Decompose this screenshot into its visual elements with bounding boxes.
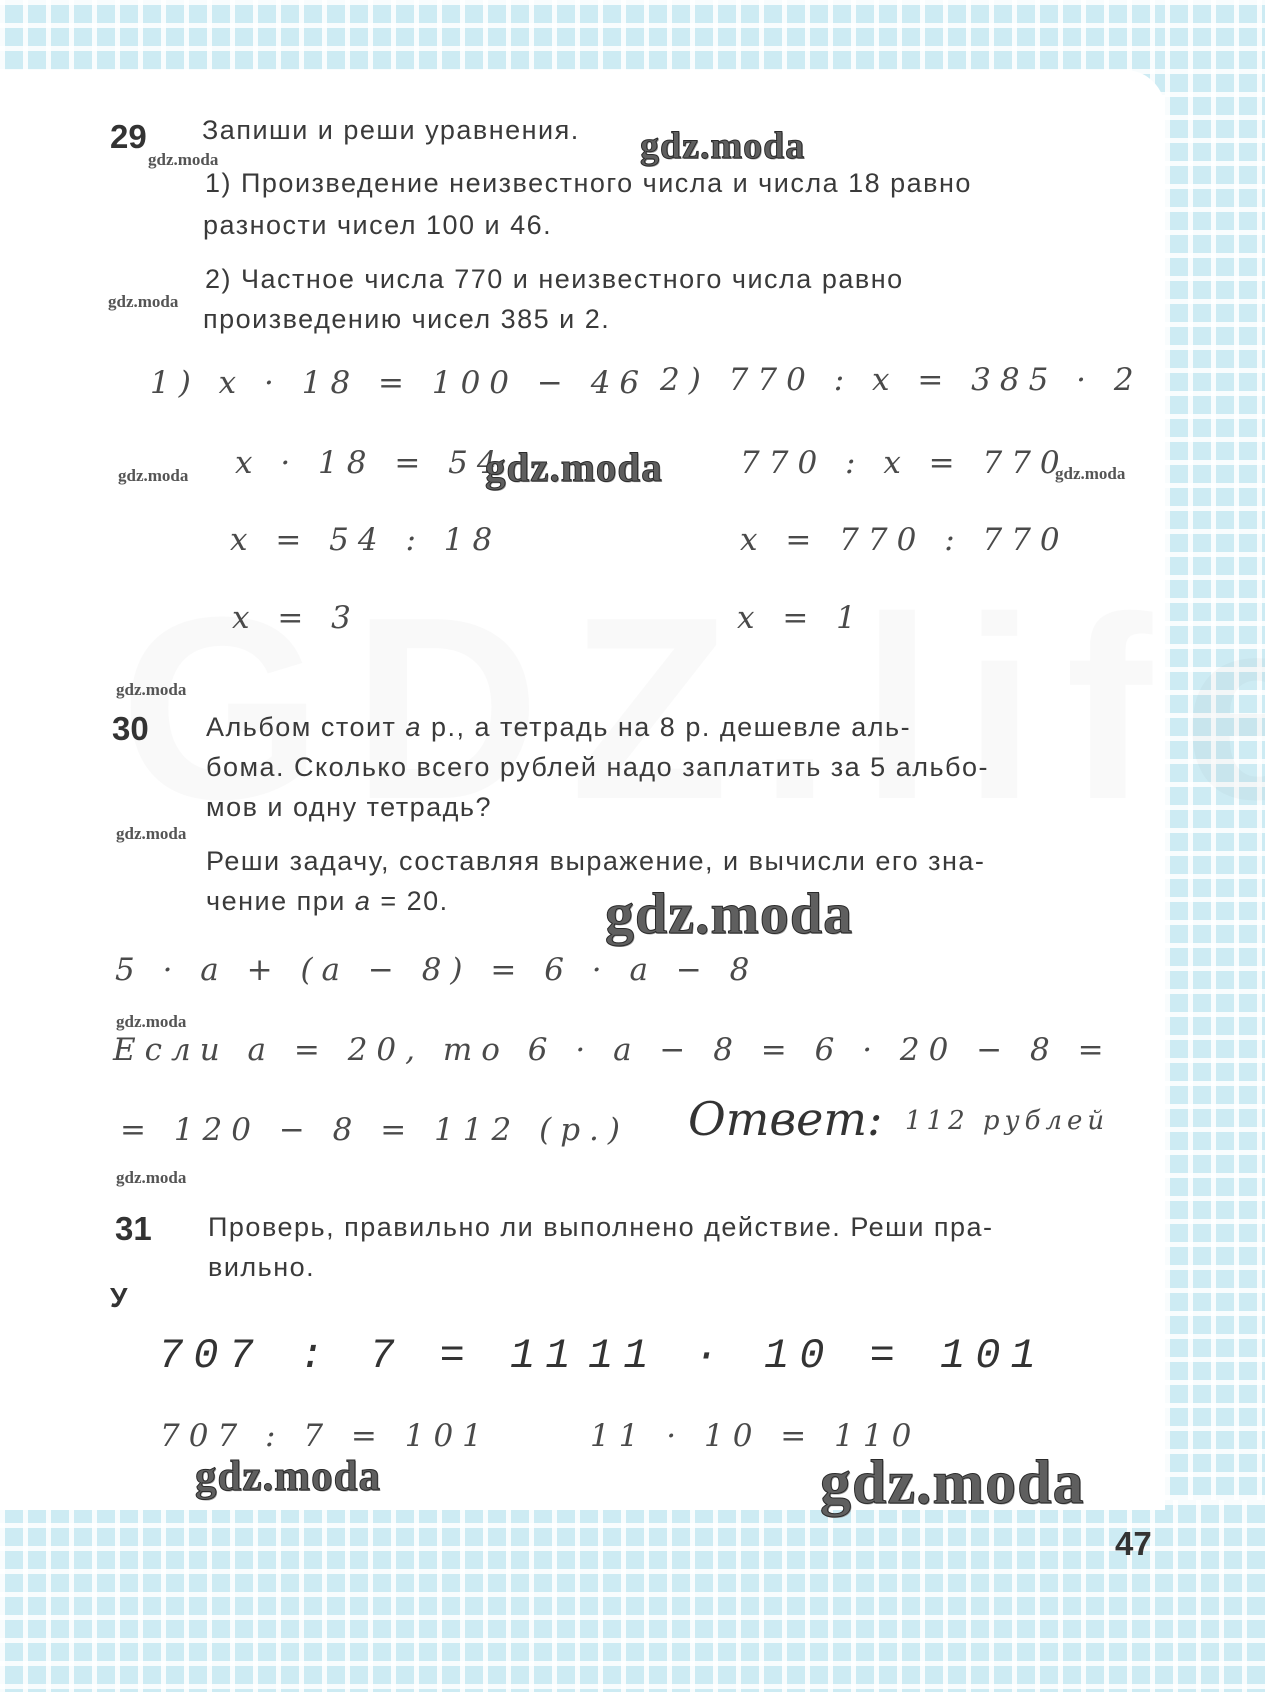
variable-a-2: a — [354, 886, 372, 916]
task-29-solution2-line1: 2) 770 : x = 385 · 2 — [660, 362, 1143, 398]
task-31-line1: Проверь, правильно ли выполнено действие. Реши пра- — [208, 1212, 994, 1242]
task-29-solution2-line2: 770 : x = 770 — [740, 445, 1069, 481]
task-30-line1 — [206, 712, 911, 743]
task-29-solution1-line3: x = 54 : 18 — [230, 522, 502, 558]
variable-a: a — [405, 712, 422, 742]
task-29-solution1-line1: 1) x · 18 = 100 − 46 — [150, 365, 649, 401]
task-30-line5 — [206, 886, 449, 917]
side-marker: У — [110, 1282, 128, 1313]
task-30-line5-post: = 20. — [371, 886, 449, 916]
task-30-line4: Реши задачу, составляя выражение, и вычисли его зна- — [206, 846, 986, 876]
watermark-small-2: gdz.moda — [108, 292, 179, 311]
task-30-solution-line1: 5 · a + (a − 8) = 6 · a − 8 — [115, 952, 759, 988]
task-30-solution-line2: Если a = 20, то 6 · a − 8 = 6 · 20 − 8 = — [113, 1032, 1113, 1068]
watermark-small-7: gdz.moda — [116, 1012, 187, 1031]
watermark-large-1: gdz.moda — [640, 125, 806, 167]
watermark-small-8: gdz.moda — [116, 1168, 187, 1187]
task-31-given1: 707 : 7 = 11 — [158, 1332, 581, 1380]
task-29-number: 29 — [110, 118, 147, 155]
task-29-solution2-line3: x = 770 : 770 — [740, 522, 1069, 558]
task-30-line2: бома. Сколько всего рублей надо заплатить за 5 альбо- — [206, 752, 990, 782]
watermark-large-4: gdz.moda — [195, 1453, 381, 1500]
watermark-small-1: gdz.moda — [148, 150, 219, 169]
task-30-number: 30 — [112, 710, 149, 747]
task-29-solution2-line4: x = 1 — [737, 600, 865, 636]
task-30-line1-pre: Альбом стоит — [206, 712, 406, 742]
task-29-instruction: Запиши и реши уравнения. — [202, 115, 580, 145]
watermark-small-6: gdz.moda — [116, 824, 187, 843]
watermark-large-2: gdz.moda — [485, 444, 663, 490]
task-31-line2: вильно. — [208, 1252, 316, 1282]
task-29-part2-line2: произведению чисел 385 и 2. — [203, 304, 611, 334]
task-29-part2-line1: 2) Частное числа 770 и неизвестного числа равно — [205, 264, 904, 294]
task-31-number: 31 — [115, 1210, 152, 1247]
answer-label: Ответ: — [688, 1092, 883, 1146]
task-30-line3: мов и одну тетрадь? — [206, 792, 493, 822]
answer-value: 112 рублей — [905, 1106, 1110, 1136]
task-29-part1-line1: 1) Произведение неизвестного числа и числа 18 равно — [205, 168, 972, 198]
task-29-solution1-line2: x · 18 = 54 — [235, 445, 506, 481]
task-31-correct2: 11 · 10 = 110 — [590, 1418, 921, 1454]
task-31-correct1: 707 : 7 = 101 — [160, 1418, 491, 1454]
task-29-part1-line2: разности чисел 100 и 46. — [203, 210, 553, 240]
watermark-small-5: gdz.moda — [116, 680, 187, 699]
watermark-small-4: gdz.moda — [1055, 464, 1126, 483]
task-31-given2: 11 · 10 = 101 — [588, 1332, 1046, 1380]
watermark-large-5: gdz.moda — [820, 1449, 1085, 1517]
task-29-solution1-line4: x = 3 — [232, 600, 360, 636]
watermark-large-3: gdz.moda — [605, 881, 854, 946]
page-number: 47 — [1115, 1525, 1152, 1562]
task-30-line1-post: р., а тетрадь на 8 р. дешевле аль- — [421, 712, 912, 742]
task-30-solution-line3: = 120 − 8 = 112 (р.) — [120, 1112, 629, 1148]
watermark-small-3: gdz.moda — [118, 466, 189, 485]
task-30-line5-pre: чение при — [206, 886, 355, 916]
